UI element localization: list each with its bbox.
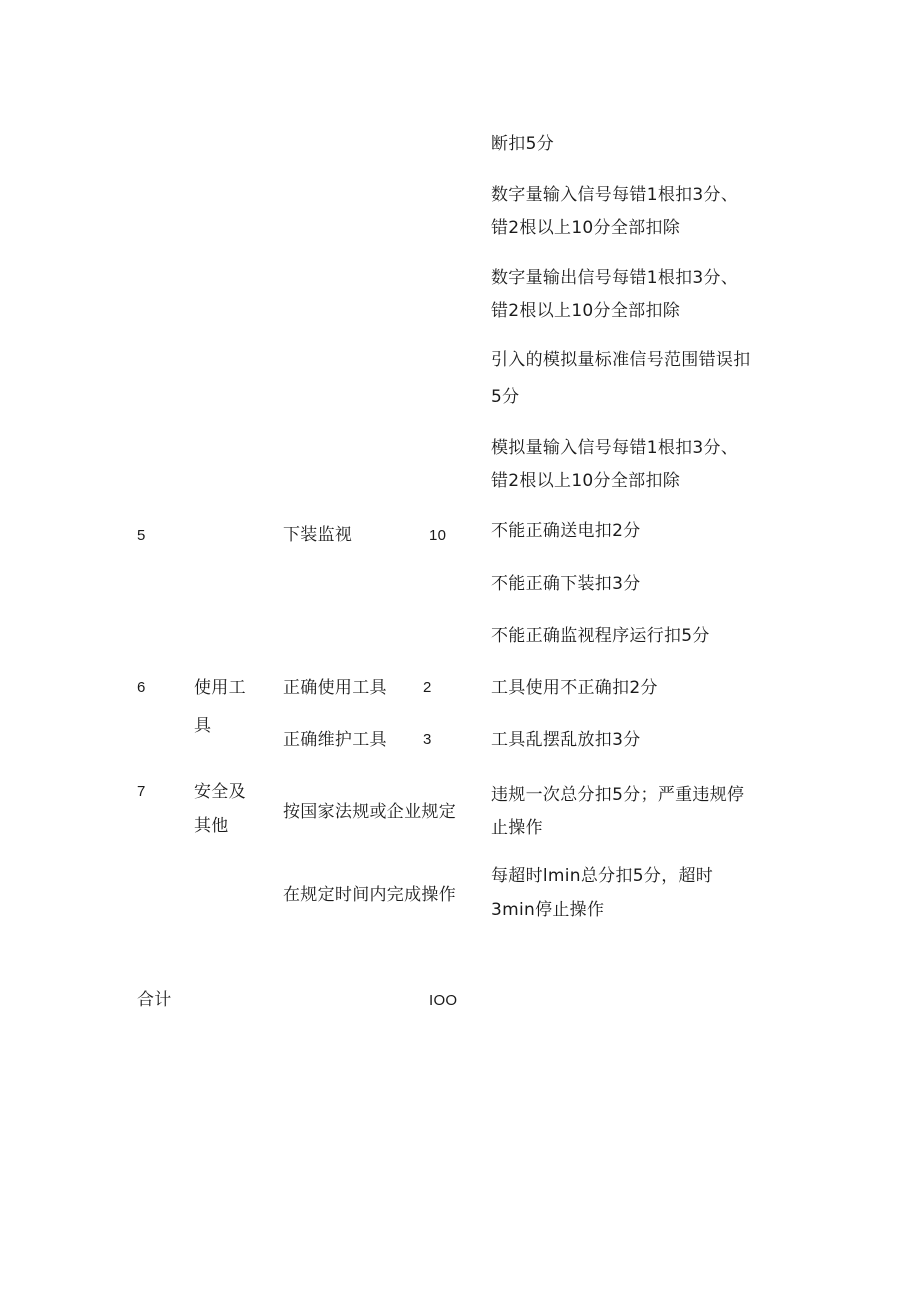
criterion-text: 不能正确监视程序运行扣5分 xyxy=(491,626,710,646)
item-text: 在规定时间内完成操作 xyxy=(283,885,456,905)
criterion-text: 工具乱摆乱放扣3分 xyxy=(491,730,641,750)
criterion-text: 3min停止操作 xyxy=(491,900,605,920)
category-text: 使用工 xyxy=(194,678,246,698)
item-text: 下装监视 xyxy=(283,525,353,545)
criterion-text: 断扣5分 xyxy=(491,134,555,154)
criterion-text: 止操作 xyxy=(491,818,543,838)
row-number: 7 xyxy=(137,783,146,800)
item-text: 正确使用工具 xyxy=(283,678,387,698)
score-value: 10 xyxy=(429,527,447,544)
criterion-text: 错2根以上10分全部扣除 xyxy=(491,218,681,238)
criterion-text: 数字量输出信号每错1根扣3分、 xyxy=(491,268,739,288)
criterion-text: 不能正确下装扣3分 xyxy=(491,574,641,594)
criterion-text: 引入的模拟量标准信号范围错误扣 xyxy=(491,350,751,370)
criterion-text: 每超时lmin总分扣5分，超时 xyxy=(491,866,714,886)
row-number: 5 xyxy=(137,527,146,544)
criterion-text: 违规一次总分扣5分；严重违规停 xyxy=(491,785,745,805)
criterion-text: 数字量输入信号每错1根扣3分、 xyxy=(491,185,739,205)
row-number: 6 xyxy=(137,679,146,696)
total-score: IOO xyxy=(429,992,458,1009)
total-label: 合计 xyxy=(137,990,172,1010)
item-text: 按国家法规或企业规定 xyxy=(283,802,456,822)
category-text: 具 xyxy=(194,716,212,736)
criterion-text: 5分 xyxy=(491,387,520,407)
score-value: 2 xyxy=(423,679,432,696)
score-value: 3 xyxy=(423,731,432,748)
category-text: 安全及 xyxy=(194,782,246,802)
criterion-text: 工具使用不正确扣2分 xyxy=(491,678,658,698)
criterion-text: 错2根以上10分全部扣除 xyxy=(491,471,681,491)
category-text: 其他 xyxy=(194,816,229,836)
criterion-text: 模拟量输入信号每错1根扣3分、 xyxy=(491,438,739,458)
criterion-text: 不能正确送电扣2分 xyxy=(491,521,641,541)
item-text: 正确维护工具 xyxy=(283,730,387,750)
criterion-text: 错2根以上10分全部扣除 xyxy=(491,301,681,321)
